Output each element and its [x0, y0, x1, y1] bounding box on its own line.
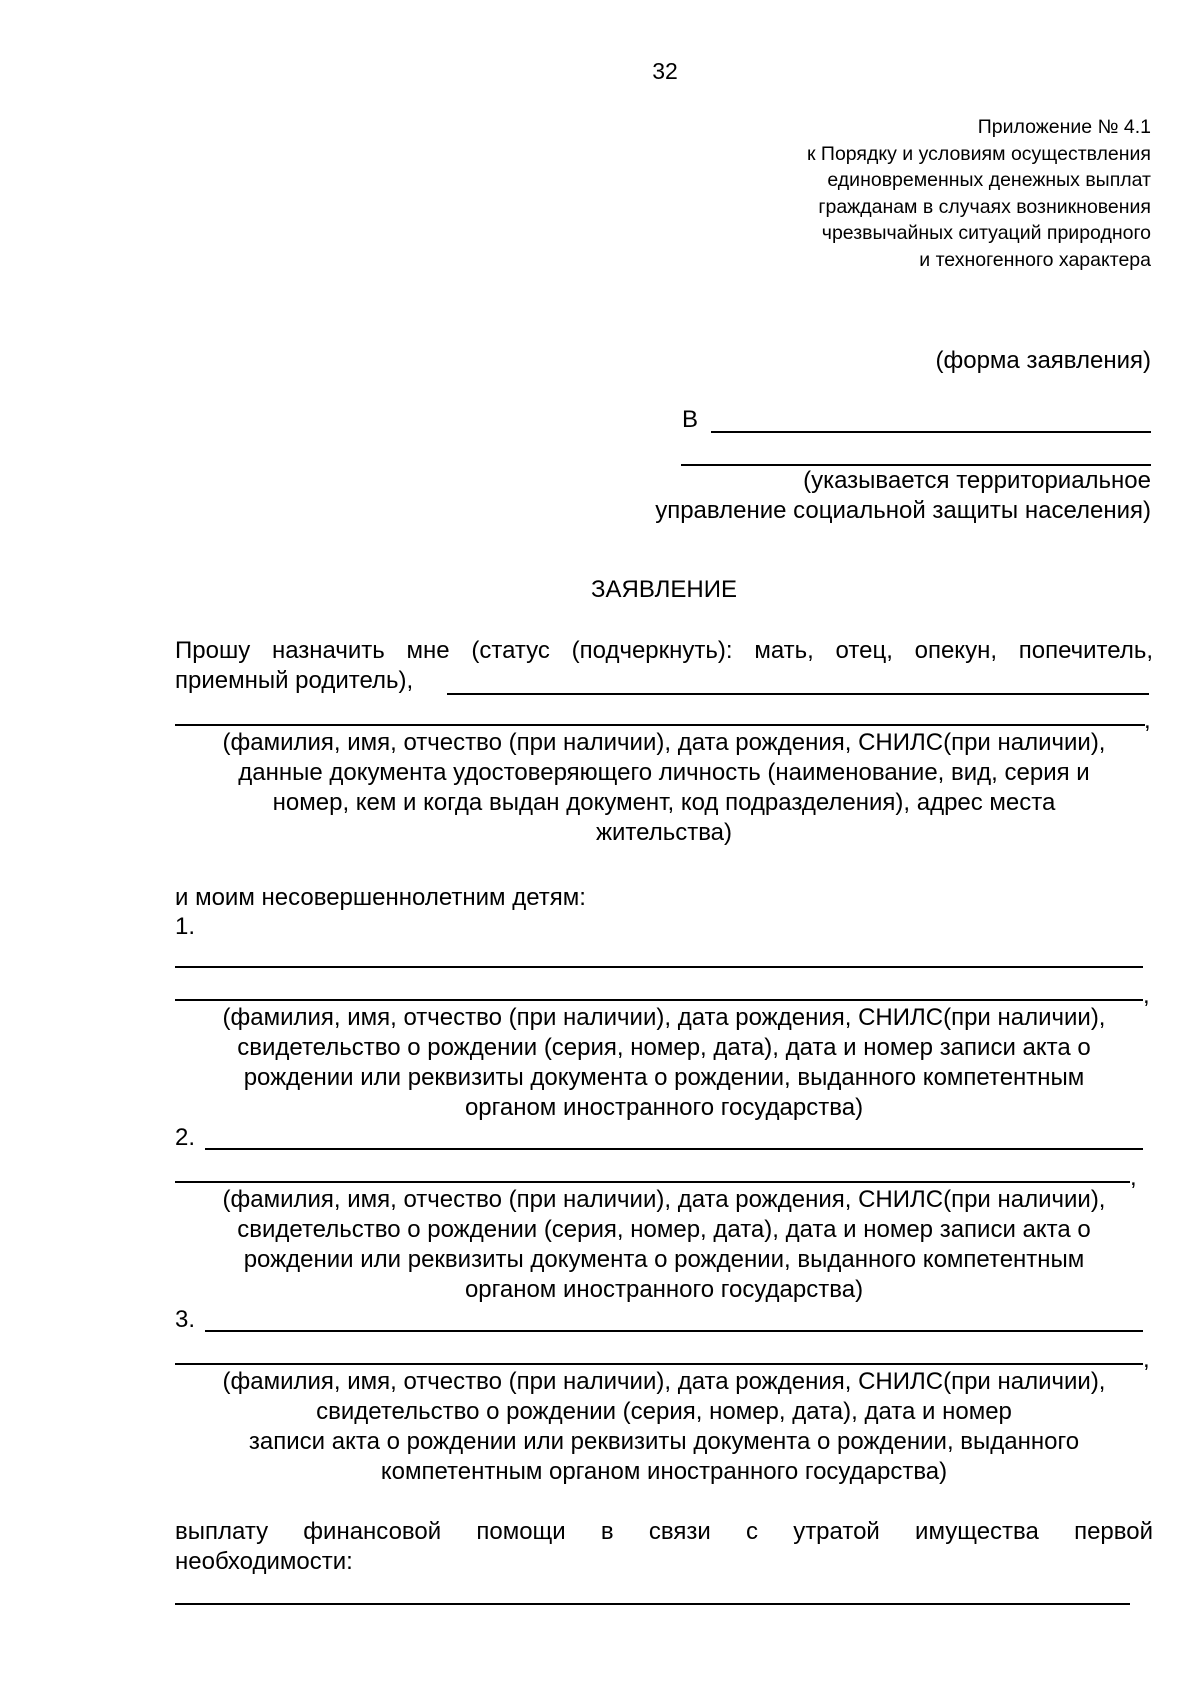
child-hint-line: (фамилия, имя, отчество (при наличии), дата рождения, СНИЛС(при наличии), [222, 1186, 1106, 1213]
request-line-2: приемный родитель), [175, 667, 414, 694]
child-hint-line: рождении или реквизиты документа о рождении, выданного компетентным [243, 1246, 1085, 1273]
child-hint-line: записи акта о рождении или реквизиты документа о рождении, выданного [248, 1428, 1080, 1455]
payment-field-line[interactable] [175, 1603, 1130, 1605]
applicant-hint-line: номер, кем и когда выдан документ, код подразделения), адрес места [272, 789, 1056, 816]
appendix-line: гражданам в случаях возникновения [818, 195, 1151, 218]
child-hint-line: (фамилия, имя, отчество (при наличии), дата рождения, СНИЛС(при наличии), [222, 1368, 1106, 1395]
child-hint-line: рождении или реквизиты документа о рождении, выданного компетентным [243, 1064, 1085, 1091]
addressee-field-line[interactable] [711, 431, 1151, 433]
child-hint-line: органом иностранного государства) [464, 1094, 864, 1121]
applicant-hint [165, 728, 1163, 848]
child-3-field-line[interactable] [205, 1330, 1143, 1332]
child-hint-line: свидетельство о рождении (серия, номер, дата), дата и номер записи акта о [237, 1034, 1091, 1061]
form-label: (форма заявления) [935, 347, 1151, 374]
payment-line-2: необходимости: [175, 1548, 353, 1575]
addressee-hint-line: управление социальной защиты населения) [655, 497, 1151, 524]
applicant-hint-line: данные документа удостоверяющего личность (наименование, вид, серия и [238, 759, 1090, 786]
children-intro: и моим несовершеннолетним детям: [175, 884, 586, 911]
appendix-line: к Порядку и условиям осуществления [806, 142, 1151, 165]
child-2-field-line-2[interactable] [175, 1181, 1130, 1183]
appendix-line: Приложение № 4.1 [977, 116, 1151, 138]
child-3-hint [165, 1367, 1163, 1487]
applicant-hint-line: жительства) [595, 819, 733, 846]
request-line-1: Прошу назначить мне (статус (подчеркнуть): мать, отец, опекун, попечитель, [175, 637, 1153, 664]
document-title: ЗАЯВЛЕНИЕ [591, 576, 737, 603]
child-3-comma: , [1143, 1346, 1150, 1373]
child-2-hint [165, 1185, 1163, 1305]
child-number: 3. [175, 1306, 196, 1333]
child-hint-line: компетентным органом иностранного государства) [380, 1458, 948, 1485]
child-1-field-line[interactable] [175, 966, 1143, 968]
child-hint-line: органом иностранного государства) [464, 1276, 864, 1303]
applicant-hint-line: (фамилия, имя, отчество (при наличии), дата рождения, СНИЛС(при наличии), [222, 729, 1106, 756]
child-3-field-line-2[interactable] [175, 1363, 1143, 1365]
child-1-hint [165, 1003, 1163, 1123]
child-number: 1. [175, 913, 196, 940]
applicant-comma: , [1144, 707, 1151, 734]
child-hint-line: (фамилия, имя, отчество (при наличии), дата рождения, СНИЛС(при наличии), [222, 1004, 1106, 1031]
payment-line-1: выплату финансовой помощи в связи с утратой имущества первой [175, 1518, 1153, 1545]
page-number: 32 [652, 58, 678, 84]
child-2-field-line[interactable] [205, 1148, 1143, 1150]
applicant-field-line[interactable] [447, 693, 1149, 695]
applicant-field-line-2[interactable] [175, 724, 1145, 726]
child-hint-line: свидетельство о рождении (серия, номер, дата), дата и номер записи акта о [237, 1216, 1091, 1243]
appendix-header [631, 114, 1151, 273]
addressee-hint-line: (указывается территориальное [803, 467, 1151, 494]
child-number: 2. [175, 1124, 196, 1151]
child-hint-line: свидетельство о рождении (серия, номер, дата), дата и номер [316, 1398, 1012, 1425]
appendix-line: и техногенного характера [919, 248, 1151, 271]
appendix-line: единовременных денежных выплат [827, 169, 1151, 191]
addressee-hint [655, 466, 1151, 526]
child-2-comma: , [1130, 1164, 1137, 1191]
child-1-field-line-2[interactable] [175, 999, 1143, 1001]
child-1-comma: , [1143, 982, 1150, 1009]
appendix-line: чрезвычайных ситуаций природного [821, 222, 1151, 244]
addressee-prefix: В [682, 406, 699, 433]
